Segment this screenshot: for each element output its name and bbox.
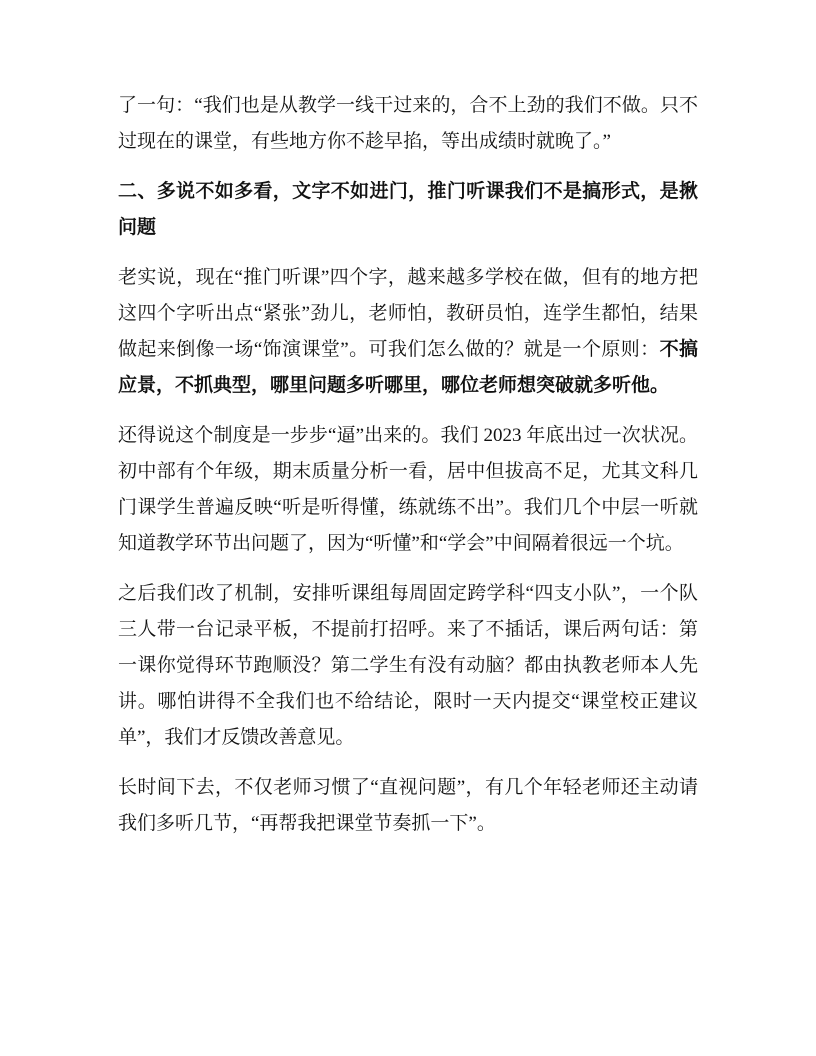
paragraph-continuation: 了一句：“我们也是从教学一线干过来的，合不上劲的我们不做。只不过现在的课堂，有些地方你不趁早掐，等出成绩时就晚了。”	[118, 95, 698, 152]
section-heading: 二、多说不如多看，文字不如进门，推门听课我们不是搞形式，是揪问题	[118, 181, 698, 238]
paragraph-pushdoor-bold-run: 不搞应景，不抓典型，哪里问题多听哪里，哪位老师想突破就多听他。	[118, 339, 698, 396]
paragraph-pushdoor	[118, 260, 698, 404]
paragraph-origin-story: 还得说这个制度是一步步“逼”出来的。我们 2023 年底出过一次状况。初中部有个年级，期末质量分析一看，居中但拔高不足，尤其文科几门课学生普遍反映“听是听得懂，练就练不出”。我们几个中层一听就知道教学环节出问题了，因为“听懂”和“学会”中间隔着很远一个坑。	[118, 425, 698, 554]
paragraph-pushdoor-regular-run: 老实说，现在“推门听课”四个字，越来越多学校在做，但有的地方把这四个字听出点“紧张”劲儿，老师怕，教研员怕，连学生都怕，结果做起来倒像一场“饰演课堂”。可我们怎么做的？就是一个原则：	[118, 267, 698, 360]
paragraph-mechanism: 之后我们改了机制，安排听课组每周固定跨学科“四支小队”，一个队三人带一台记录平板，不提前打招呼。来了不插话，课后两句话：第一课你觉得环节跑顺没？第二学生有没有动脑？都由执教老师本人先讲。哪怕讲得不全我们也不给结论，限时一天内提交“课堂校正建议单”，我们才反馈改善意见。	[118, 583, 698, 748]
paragraph-outcome: 长时间下去，不仅老师习惯了“直视问题”，有几个年轻老师还主动请我们多听几节，“再帮我把课堂节奏抓一下”。	[118, 777, 698, 834]
